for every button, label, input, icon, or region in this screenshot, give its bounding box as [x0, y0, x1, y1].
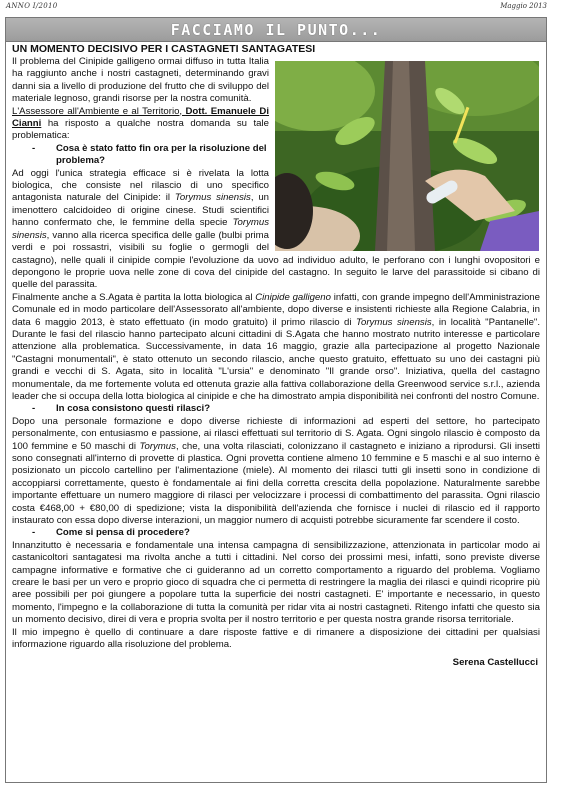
assessor-suffix: ha risposto a qualche nostra domanda su tale problematica: — [12, 118, 269, 142]
question-3-text: Come si pensa di procedere? — [56, 527, 190, 539]
release-text: Finalmente anche a S.Agata è partita la lotta biologica al — [12, 291, 256, 303]
author-signature: Serena Castellucci — [452, 656, 538, 668]
answer-2-text: , che, una volta rilasciati, colonizzano il castagneto e iniziano a riprodursi. Gli insetti sono consegnati all'interno di provette di plastica. Ogni provetta contiene almeno 10 femmine e 5 maschi e al suo interno è posizionato un piccolo cartellino per l'alimentazione (miele). Al momento dei rilasci tutti gli insetti sono in condizione di accoppiarsi correttamente, questo è fondamentale ai fini della corretta crescita della popolazione. Naturalmente sarebbe importante effettuare un numero maggiore di rilasci per velocizzare i processi di combattimento del parassita. Ogni rilascio costa €468,00 + €80,00 di spedizione; vista la disponibilità dell'azienda che fornisce i nuclei di rilascio ed il rapporto instaurato con essa dopo diverse interazioni, un maggior numero di acquisti potrebbe sicuramente far scendere il costo. — [12, 440, 540, 527]
answer-1-text: Ad oggi l'unica strategia efficace si è rivelata la lotta biologica, che consiste nel rilascio di uno specifico antagonista naturale del Cinipide: il — [12, 167, 269, 204]
section-banner — [6, 18, 546, 42]
page-header — [0, 0, 571, 16]
question-dash: - — [32, 403, 36, 415]
species-name: Torymus sinensis — [12, 217, 269, 241]
question-dash: - — [32, 142, 36, 154]
article-body — [12, 43, 540, 669]
answer-2 — [12, 416, 540, 528]
issue-label: ANNO I/2010 — [6, 2, 58, 10]
section-title: FACCIAMO IL PUNTO... — [170, 21, 382, 39]
article-photo — [275, 61, 539, 251]
photo-illustration — [275, 61, 539, 251]
article-headline: UN MOMENTO DECISIVO PER I CASTAGNETI SANTAGATESI — [12, 43, 316, 55]
species-name: Torymus sinensis — [356, 316, 432, 328]
assessor-name: Dott. Emanuele Di Cianni — [12, 105, 270, 130]
closing-paragraph: Il mio impegno è quello di continuare a dare risposte fattive e di rimanere a disposizione dei cittadini per qualsiasi informazione riguardo alla risoluzione del problema. — [12, 626, 540, 651]
article-frame — [5, 17, 547, 783]
assessor-prefix: L'Assessore all'Ambiente e al Territorio, — [12, 105, 186, 117]
issue-date: Maggio 2013 — [500, 2, 547, 10]
question-3 — [12, 527, 540, 539]
question-2-text: In cosa consistono questi rilasci? — [56, 403, 211, 415]
question-dash: - — [32, 527, 36, 539]
answer-3: Innanzitutto è necessaria e fondamentale una intensa campagna di sensibilizzazione, attenzionata in particolar modo ai castanicoltori santagatesi ma rivolta anche a tutti i cittadini. Nel corso dei prossimi mesi, infatti, sono previste diverse campagne informative e formative che ci guideranno ad un corretto comportamento a riguardo del problema. Vogliamo creare le basi per un vero e proprio gioco di squadra che ci permetta di restringere la maglia dei rilasci e quindi ricoprire più aree possibili per poi giungere a popolare tutta la superficie dei nostri castagneti. E' importante e necessario, in questo momento, l'impegno e la collaborazione di tutta la comunità per ridar vita ai nostri castagneti. Ritengo infatti che questo sia un momento decisivo, direi di vera e propria svolta per il nostro territorio e per questa nostra grande risorsa territoriale. — [12, 539, 540, 626]
answer-2-text: Dopo una personale formazione e dopo diverse richieste di informazioni ad esperti del settore, ho partecipato personalmente, con entusiasmo e passione, ai rilasci effettuati sul territorio di S. Agata. Ogni singolo rilascio è composto da 100 femmine e 50 maschi di — [12, 415, 540, 452]
release-text: infatti, con grande impegno dell'Amministrazione Comunale ed in modo particolare dell'Assessorato all'ambiente, dopo diverse e insistenti richieste alla Regione Calabria, in data 6 maggio 2013, è stato effettuato (in modo gratuito) il primo rilascio di — [12, 291, 540, 328]
intro-paragraph: Il problema del Cinipide galligeno ormai diffuso in tutta Italia ha raggiunto anche i nostri castagneti, determinando gravi danni sia a livello di produzione del frutto che di sviluppo del materiale legnoso, grandi risorse per la nostra comunità. — [12, 56, 269, 105]
species-name: Cinipide galligeno — [255, 291, 331, 303]
paragraph-release — [12, 292, 540, 404]
species-name: Torymus — [139, 440, 176, 452]
question-1-text: Cosa è stato fatto fin ora per la risoluzione del problema? — [56, 142, 267, 167]
question-1 — [12, 143, 269, 168]
answer-1-text: , un imenottero calcidoideo di origine cinese. Studi scientifici hanno confermato che, le femmine della specie — [12, 192, 269, 229]
answer-1-text: , vanno alla ricerca specifica delle galle (bulbi prima verdi e poi rossastri, visibili su foglie o germogli del castagno), nelle quali il cinipide compie l'evoluzione da uovo ad individuo adulto, le perforano con i lunghi ovopositori e depongono le proprie uova nelle zone di cova del cinipide del castagno. In seguito le larve del parassitoide si cibano di quelle del parassita. — [12, 229, 540, 291]
species-name: Torymus sinensis — [174, 192, 251, 204]
question-2 — [12, 403, 540, 415]
release-text: , in località "Pantanelle". Durante le fasi del rilascio hanno partecipato alcuni cittadini di S.Agata che hanno mostrato nutrito interesse e particolare attenzione alla problematica. Successivamente, in data 16 maggio, grazie alla partecipazione al progetto Nazionale "Castagni monumentali", è stato ottenuto un secondo rilascio, anche questo gratuito, effettuato su uno dei castagni più grandi e vecchi di S. Agata, sito in località "L'ursia" e denominato "Il grande orso". Iniziativa, quella del castagno monumentale, da me fortemente voluta ed ottenuta grazie alla fattiva collaborazione della Greenwood service s.r.l., azienda leader che si occupa della lotta biologica al cinipide e che ha dimostrato ampia disponibilità nei confronti del nostro Comune. — [12, 316, 540, 402]
